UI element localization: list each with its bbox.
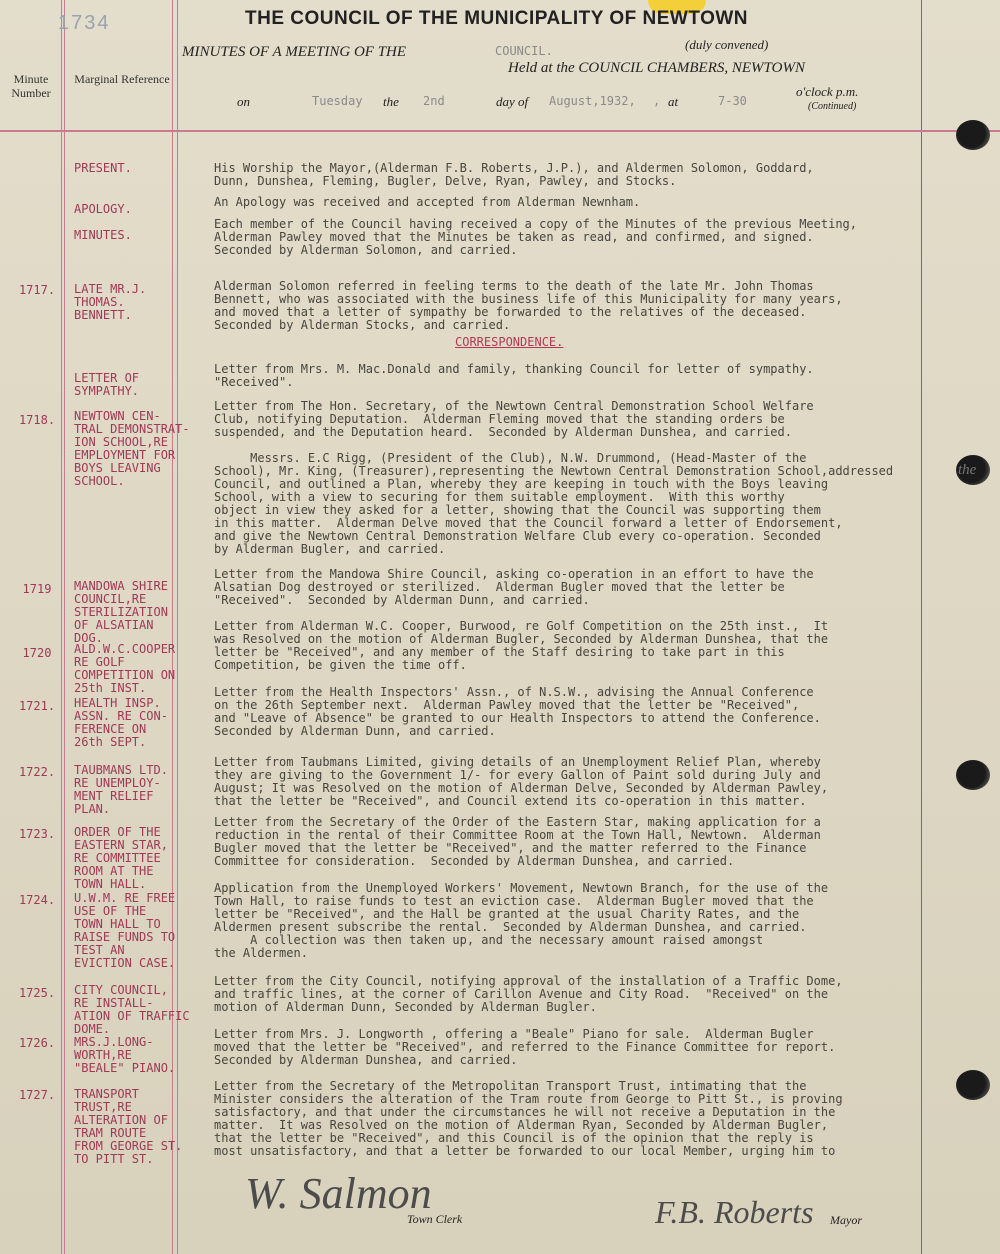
margin-rule-1: [61, 0, 62, 1254]
right-margin-rule: [921, 0, 922, 1254]
entry-apology: An Apology was received and accepted from Alderman Newnham.: [214, 195, 641, 209]
ref-health-inspectors: HEALTH INSP. ASSN. RE CON- FERENCE ON 26th SEPT.: [74, 696, 168, 749]
ref-transport-trust: TRANSPORT TRUST,RE ALTERATION OF TRAM ROUTE FROM GEORGE ST. TO PITT ST.: [74, 1087, 183, 1166]
minutes-label: MINUTES OF A MEETING OF THE: [182, 44, 407, 60]
entry-late-bennett: Alderman Solomon referred in feeling terms to the death of the late Mr. John Thomas Bennett, who was associated with the business life of this Municipality for many years, and moved that a letter of sympathy be forwarded to the relatives of the deceased. Seconded by Alderman Stocks, and carried.: [214, 279, 843, 332]
minute-number: 1719: [22, 582, 52, 596]
minute-number: 1722.: [18, 765, 56, 779]
entry-traffic-dome: Letter from the City Council, notifying approval of the installation of a Traffic Dome, and traffic lines, at the corner of Carillon Avenue and City Road. "Received" on the motion of Alderman Dunn, Seconded by Alderman Bugler.: [214, 974, 843, 1014]
day-number: 2nd: [423, 94, 445, 108]
entry-minutes: Each member of the Council having received a copy of the Minutes of the previous Meeting, Alderman Pawley moved that the Minutes be taken as read, and confirmed, and signed. Seconded by Alderman Solomon, and carried.: [214, 217, 857, 257]
minute-number: 1723.: [18, 827, 56, 841]
at-label: at: [668, 94, 679, 109]
ref-golf-competition: ALD.W.C.COOPER RE GOLF COMPETITION ON 25th INST.: [74, 642, 176, 695]
minute-number: 1724.: [18, 893, 56, 907]
oclock-label: o'clock p.m.: [796, 84, 859, 99]
ref-late-bennett: LATE MR.J. THOMAS. BENNETT.: [74, 282, 147, 322]
handwritten-insertion: the: [958, 462, 977, 478]
ref-uwm: U.W.M. RE FREE USE OF THE TOWN HALL TO RAISE FUNDS TO TEST AN EVICTION CASE.: [74, 891, 176, 970]
ref-taubmans: TAUBMANS LTD. RE UNEMPLOY- MENT RELIEF PLAN.: [74, 763, 168, 816]
entry-eastern-star: Letter from the Secretary of the Order of the Eastern Star, making application for a reduction in the rental of their Committee Room at the Town Hall, Newtown. Alderman Bugler moved that the letter be "Received", and the matter referred to the Finance Committee for consideration. Seconded by Alderman Dunshea, and carried.: [214, 815, 821, 868]
ref-eastern-star: ORDER OF THE EASTERN STAR, RE COMMITTEE ROOM AT THE TOWN HALL.: [74, 825, 168, 891]
minute-number: 1725.: [18, 986, 56, 1000]
meeting-time: 7-30: [718, 94, 747, 108]
binder-hole-top: [956, 120, 990, 150]
continued-label: (Continued): [808, 101, 857, 112]
entry-transport-trust: Letter from the Secretary of the Metropolitan Transport Trust, intimating that the Minister considers the alteration of the Tram route from George to Pitt St., is proving satisfactory, and that under the circumstances he will not receive a Deputation in the matter. It was Resolved on the motion of Alderman Ryan, Seconded by Alderman Bugler, that the letter be "Received", and this Council is of the opinion that the reply is most unsatisfactory, and that a letter be forwarded to our local Member, urging him to: [214, 1079, 843, 1158]
page-number-stamp: 1734: [58, 12, 111, 34]
day-of-label: day of: [496, 94, 529, 109]
entry-mandowa-shire: Letter from the Mandowa Shire Council, asking co-operation in an effort to have the Alsatian Dog destroyed or sterilized. Alderman Bugler moved that the letter be "Received". Seconded by Alderman Dunn, and carried.: [214, 567, 814, 607]
entry-taubmans: Letter from Taubmans Limited, giving details of an Unemployment Relief Plan, whereby they are giving to the Government 1/- for every Gallon of Paint sold during July and August; It was Resolved on the motion of Alderman Delve, Seconded by Alderman Pawley, that the letter be "Received", and Council extend its co-operation in this matter.: [214, 755, 829, 808]
meeting-type: COUNCIL.: [495, 44, 553, 58]
weekday: Tuesday: [312, 94, 363, 108]
month-year: August,1932,: [549, 94, 636, 108]
ref-mandowa-shire: MANDOWA SHIRE COUNCIL,RE STERILIZATION OF ALSATIAN DOG.: [74, 579, 168, 645]
town-clerk-label: Town Clerk: [407, 1212, 463, 1226]
entry-demonstration-school-cont: Messrs. E.C Rigg, (President of the Club), N.W. Drummond, (Head-Master of the School), Mr. King, (Treasurer),representing the Newtown Central Demonstration School,addressed Council, and outlined a Plan, whereby they are keeping in touch with the Boys leaving School, with a view to securing for them suitable employment. With this worthy object in view they asked for a letter, showing that the Council was supporting them in this matter. Alderman Delve moved that the Council forward a letter of Endorsement, and give the Newtown Central Demonstration Welfare Club every co-operation. Seconded by Alderman Bugler, and carried.: [214, 451, 894, 556]
ref-present: PRESENT.: [74, 161, 132, 175]
col-minute-number: Minute Number: [11, 72, 51, 100]
minute-number: 1718.: [18, 413, 56, 427]
minute-number: 1720: [22, 646, 52, 660]
entry-golf-competition: Letter from Alderman W.C. Cooper, Burwood, re Golf Competition on the 25th inst., It was Resolved on the motion of Alderman Bugler, Seconded by Alderman Dunshea, that the letter be "Received", and any member of the Staff desiring to take part in this Competition, be given the time off.: [214, 619, 829, 672]
ref-demonstration-school: NEWTOWN CEN- TRAL DEMONSTRAT- ION SCHOOL,RE EMPLOYMENT FOR BOYS LEAVING SCHOOL.: [74, 409, 190, 488]
col-marginal-reference: Marginal Reference: [74, 72, 170, 86]
comma: ,: [653, 94, 661, 108]
entry-demonstration-school: Letter from The Hon. Secretary, of the Newtown Central Demonstration School Welfare Club, notifying Deputation. Alderman Fleming moved that the standing orders be suspended, and the Deputation heard. Seconded by Alderman Dunshea, and carried.: [214, 399, 814, 439]
correspondence-heading: CORRESPONDENCE.: [455, 335, 564, 349]
entry-uwm: Application from the Unemployed Workers' Movement, Newtown Branch, for the use of the Town Hall, to raise funds to test an eviction case. Alderman Bugler moved that the letter be "Received", and the Hall be granted at the usual Charity Rates, and the Aldermen present subscribe the rental. Seconded by Alderman Dunshea, and carried. A collection was then taken up, and the necessary amount raised amongst the Aldermen.: [214, 881, 829, 960]
entry-health-inspectors: Letter from the Health Inspectors' Assn., of N.S.W., advising the Annual Conference on the 26th September next. Alderman Pawley moved that the letter be "Received", and "Leave of Absence" be granted to our Health Inspectors to attend the Conference. Seconded by Alderman Dunn, and carried.: [214, 685, 821, 738]
entry-letter-sympathy: Letter from Mrs. M. Mac.Donald and family, thanking Council for letter of sympathy. "Received".: [214, 362, 814, 389]
ref-apology: APOLOGY.: [74, 202, 132, 216]
ref-letter-sympathy: LETTER OF SYMPATHY.: [74, 371, 140, 398]
entry-beale-piano: Letter from Mrs. J. Longworth , offering a "Beale" Piano for sale. Alderman Bugler moved that the letter be "Received", and referred to the Finance Committee for report. Seconded by Alderman Dunshea, and carried.: [214, 1027, 836, 1067]
ref-minutes: MINUTES.: [74, 228, 132, 242]
the-label: the: [383, 94, 399, 109]
mayor-label: Mayor: [830, 1213, 862, 1227]
held-at: Held at the COUNCIL CHAMBERS, NEWTOWN: [508, 60, 805, 76]
binder-hole-lower: [956, 760, 990, 790]
header-rule: [0, 130, 1000, 132]
minute-number: 1721.: [18, 699, 56, 713]
margin-rule-2: [64, 0, 65, 1254]
on-label: on: [237, 94, 250, 109]
town-clerk-signature: W. Salmon: [245, 1169, 432, 1218]
ref-traffic-dome: CITY COUNCIL, RE INSTALL- ATION OF TRAFFIC DOME.: [74, 983, 190, 1036]
ref-beale-piano: MRS.J.LONG- WORTH,RE "BEALE" PIANO.: [74, 1035, 176, 1075]
binder-hole-bottom: [956, 1070, 990, 1100]
minute-number: 1726.: [18, 1036, 56, 1050]
duly-convened: (duly convened): [685, 37, 769, 52]
minute-number: 1717.: [18, 283, 56, 297]
mayor-signature: F.B. Roberts: [655, 1194, 814, 1230]
minute-number: 1727.: [18, 1088, 56, 1102]
entry-present: His Worship the Mayor,(Alderman F.B. Roberts, J.P.), and Aldermen Solomon, Goddard, Dunn, Dunshea, Fleming, Bugler, Delve, Ryan, Pawley, and Stocks.: [214, 161, 814, 188]
page-title: THE COUNCIL OF THE MUNICIPALITY OF NEWTOWN: [245, 8, 749, 29]
